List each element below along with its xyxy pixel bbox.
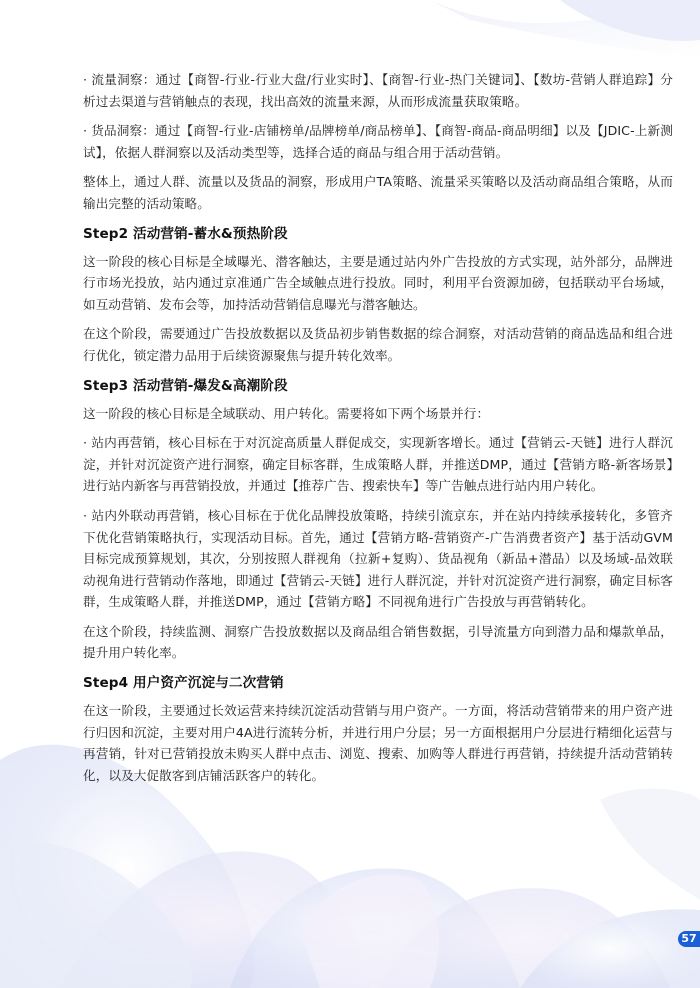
paragraph-step2-goal: 这一阶段的核心目标是全域曝光、潜客触达，主要是通过站内外广告投放的方式实现，站外部分，品牌进行市场光投放，站内通过京准通广告全域触点进行投放。同时，利用平台资源加磅，包括联动平台场域，如互动营销、发布会等，加持活动营销信息曝光与潜客触达。 [83,253,673,312]
paragraph-traffic-insight: · 流量洞察：通过【商智-行业-行业大盘/行业实时】、【商智-行业-热门关键词】、【数坊-营销人群追踪】分析过去渠道与营销触点的表现，找出高效的流量来源，从而形成流量获取策略。 [83,72,673,109]
paragraph-step4: 在这一阶段，主要通过长效运营来持续沉淀活动营销与用户资产。一方面，将活动营销带来的用户资产进行归因和沉淀，主要对用户4A进行流转分析，并进行用户分层；另一方面根据用户分层进行精细化运营与再营销，针对已营销投放未购买人群中点击、浏览、搜索、加购等人群进行再营销，持续提升活动营销转化，以及大促散客到店铺活跃客户的转化。 [83,703,673,783]
heading-step3: Step3 活动营销-爆发&高潮阶段 [83,377,288,394]
paragraph-product-insight: · 货品洞察：通过【商智-行业-店铺榜单/品牌榜单/商品榜单】、【商智-商品-商品明细】以及【JDIC-上新测试】，依据人群洞察以及活动类型等，选择合适的商品与组合用于活动营销。 [83,123,673,160]
heading-step2: Step2 活动营销-蓄水&预热阶段 [83,225,288,242]
paragraph-step3-monitor: 在这个阶段，持续监测、洞察广告投放数据以及商品组合销售数据，引导流量方向到潜力品和爆款单品，提升用户转化率。 [83,623,673,661]
paragraph-step2-optimize: 在这个阶段，需要通过广告投放数据以及货品初步销售数据的综合洞察，对活动营销的商品选品和组合进行优化，锁定潜力品用于后续资源聚焦与提升转化效率。 [83,326,673,363]
heading-step4: Step4 用户资产沉淀与二次营销 [83,675,284,692]
article-body [83,69,673,794]
paragraph-step3-linkage: · 站内外联动再营销，核心目标在于优化品牌投放策略，持续引流京东，并在站内持续承接转化，多管齐下优化营销策略执行，实现活动目标。首先，通过【营销方略-营销资产-广告消费者资产】基于活动GVM目标完成预算规划，其次，分别按照人群视角（拉新+复购）、货品视角（新品+潜品）以及场域-品效联动视角进行营销动作落地，即通过【营销云-天链】进行人群沉淀，并针对沉淀资产进行洞察，确定目标客群，生成策略人群，并推送DMP，通过【营销方略】不同视角进行广告投放与再营销转化。 [83,507,673,610]
paragraph-step3-goal: 这一阶段的核心目标是全域联动、用户转化。需要将如下两个场景并行： [83,405,490,421]
paragraph-step3-onsite: · 站内再营销，核心目标在于对沉淀高质量人群促成交，实现新客增长。通过【营销云-天链】进行人群沉淀，并针对沉淀资产进行洞察，确定目标客群，生成策略人群，并推送DMP，通过【营销方略-新客场景】进行站内新客与再营销投放，并通过【推荐广告、搜索快车】等广告触点进行站内用户转化。 [83,435,673,494]
paragraph-overall-strategy: 整体上，通过人群、流量以及货品的洞察，形成用户TA策略、流量采买策略以及活动商品组合策略，从而输出完整的活动策略。 [83,174,673,211]
page-number: 57 [678,931,700,947]
